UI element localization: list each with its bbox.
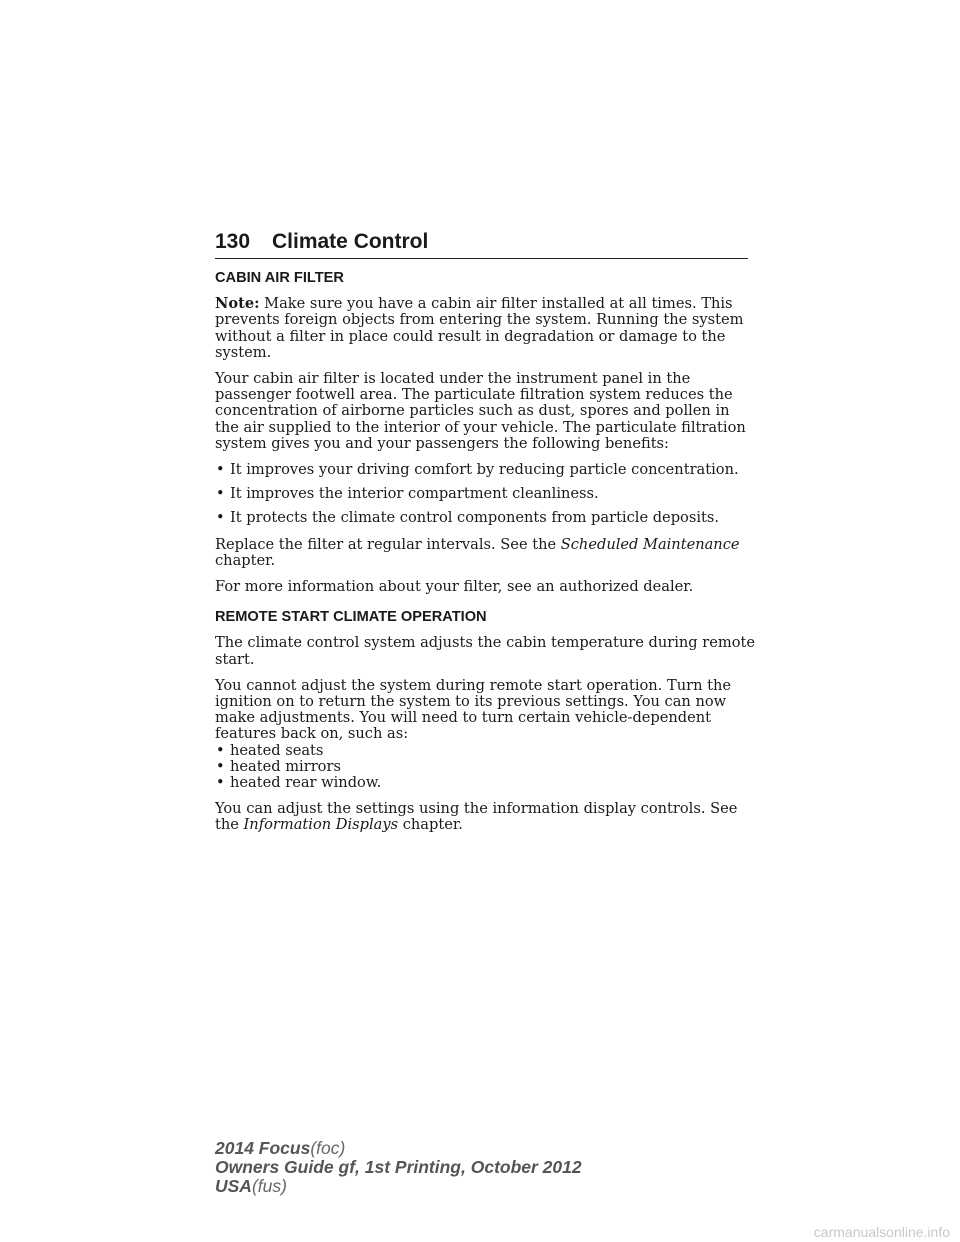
list-item xyxy=(215,486,755,502)
list-item-text: heated rear window. xyxy=(230,774,382,792)
chapter-title: Climate Control xyxy=(272,230,429,253)
adjust-text: You can adjust the settings using the information display controls. See the xyxy=(215,800,738,834)
remote-start-intro: The climate control system adjusts the cabin temperature during remote start. xyxy=(215,634,756,668)
list-item-text: It protects the climate control components from particle deposits. xyxy=(230,509,719,527)
remote-start-adjust-paragraph: You cannot adjust the system during remote start operation. Turn the ignition on to return the system to its previous settings. You can now make adjustments. You will need to turn certain vehicle-dependent features back on, such as: xyxy=(215,676,732,743)
filter-location-paragraph: Your cabin air filter is located under the instrument panel in the passenger footwell area. The particulate filtration system reduces the concentration of airborne particles such as dust, spores and pollen in the air supplied to the interior of your vehicle. The particulate filtration system gives you and your passengers the following benefits: xyxy=(215,370,746,452)
features-list xyxy=(215,743,755,792)
page-number: 130 xyxy=(215,230,251,253)
page-body xyxy=(215,270,755,844)
footer-market-code: (fus) xyxy=(251,1176,287,1196)
replace-tail: chapter. xyxy=(215,551,276,569)
bullet-icon: • xyxy=(216,485,225,503)
footer-market: USA xyxy=(215,1176,252,1196)
bullet-icon: • xyxy=(216,757,225,775)
list-item-text: heated mirrors xyxy=(230,757,341,775)
bullet-icon: • xyxy=(216,741,225,759)
list-item xyxy=(215,775,755,791)
footer-model: 2014 Focus xyxy=(215,1138,311,1158)
list-item-text: It improves the interior compartment cleanliness. xyxy=(230,485,599,503)
page-header xyxy=(215,228,748,259)
note-text: Make sure you have a cabin air filter installed at all times. This prevents foreign objects from entering the system. Running the system without a filter in place could result in degradation or damage to the system. xyxy=(215,295,744,361)
bullet-icon: • xyxy=(216,774,225,792)
scheduled-maintenance-reference: Scheduled Maintenance xyxy=(560,535,740,553)
replace-text: Replace the filter at regular intervals. See the xyxy=(215,535,561,553)
footer-line-2: Owners Guide gf, 1st Printing, October 2012 xyxy=(215,1157,582,1177)
list-item-text: heated seats xyxy=(230,741,324,759)
benefits-list xyxy=(215,462,755,527)
page-footer xyxy=(215,1139,582,1196)
list-item xyxy=(215,462,755,478)
adjust-tail: chapter. xyxy=(398,816,463,834)
section-heading-cabin-air-filter: CABIN AIR FILTER xyxy=(215,270,344,286)
bullet-icon: • xyxy=(216,509,225,527)
watermark: carmanualsonline.info xyxy=(813,1224,950,1240)
list-item xyxy=(215,510,755,526)
list-item xyxy=(215,743,755,759)
information-displays-reference: Information Displays xyxy=(243,816,399,834)
bullet-icon: • xyxy=(216,461,225,479)
note-paragraph xyxy=(215,296,755,361)
section-heading-remote-start: REMOTE START CLIMATE OPERATION xyxy=(215,609,487,626)
replace-filter-paragraph xyxy=(215,537,755,569)
more-info-paragraph: For more information about your filter, see an authorized dealer. xyxy=(215,578,694,596)
note-label: Note: xyxy=(215,295,260,313)
footer-line-3 xyxy=(215,1177,582,1196)
footer-model-code: (foc) xyxy=(310,1138,346,1158)
display-controls-paragraph xyxy=(215,801,755,833)
list-item xyxy=(215,759,755,775)
list-item-text: It improves your driving comfort by reducing particle concentration. xyxy=(230,461,739,479)
footer-line-1 xyxy=(215,1139,582,1158)
